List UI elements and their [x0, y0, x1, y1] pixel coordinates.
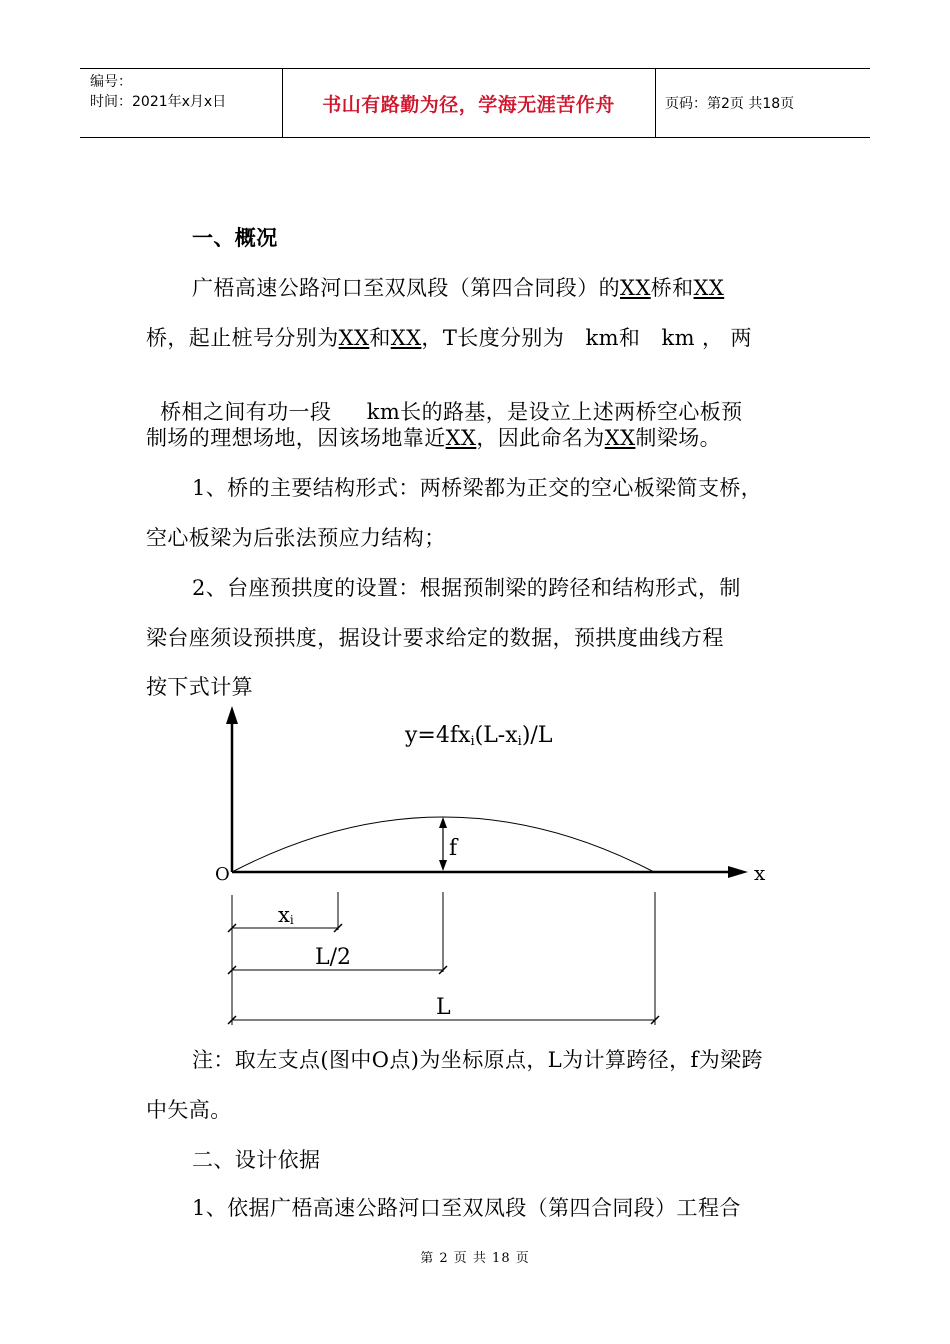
- item1-line2: 空心板梁为后张法预应力结构；: [146, 526, 446, 550]
- para1-line1: 广梧高速公路河口至双凤段（第四合同段）的XX桥和XX: [192, 276, 725, 300]
- note-line2: 中矢高。: [146, 1098, 232, 1122]
- item2-line3: 按下式计算: [146, 675, 253, 699]
- para1-line2: 桥，起止桩号分别为XX和XX，T长度分别为 km和 km ， 两: [146, 326, 752, 350]
- item2-line2: 梁台座须设预拱度，据设计要求给定的数据，预拱度曲线方程: [146, 626, 724, 650]
- para1-line3: 桥相之间有功一段 km长的路基，是设立上述两桥空心板预: [160, 400, 743, 424]
- motto-text: 书山有路勤为径，学海无涯苦作舟: [322, 93, 615, 116]
- note-line1: 注：取左支点(图中O点)为坐标原点，L为计算跨径，f为梁跨: [192, 1048, 763, 1072]
- section2-item1-line1: 1、依据广梧高速公路河口至双凤段（第四合同段）工程合: [192, 1196, 741, 1220]
- header-page-cell: [655, 69, 870, 137]
- x-axis-label: x: [754, 861, 766, 885]
- half-span-label: L/2: [315, 945, 352, 970]
- section2-title: 二、设计依据: [192, 1148, 321, 1172]
- equation: y=4fxi(L-xi)/L: [405, 723, 553, 749]
- section1-title: 一、概况: [192, 226, 278, 250]
- camber-diagram: [0, 700, 950, 1040]
- sag-label: f: [449, 836, 458, 861]
- sag-arrow-top: [439, 817, 447, 828]
- header-motto-cell: [282, 69, 656, 137]
- span-label: L: [436, 995, 451, 1020]
- x-axis-arrow: [728, 866, 748, 878]
- para1-line4: 制场的理想场地，因该场地靠近XX，因此命名为XX制梁场。: [146, 426, 722, 450]
- sag-arrow-bottom: [439, 860, 447, 871]
- date-label: 时间：2021年x月x日: [90, 94, 227, 110]
- y-axis-arrow: [226, 706, 238, 724]
- page-info: 页码：第2页 共18页: [665, 96, 795, 112]
- document-header: [80, 68, 870, 138]
- item1-line1: 1、桥的主要结构形式：两桥梁都为正交的空心板梁简支桥，: [192, 476, 763, 500]
- xi-label: xi: [278, 903, 294, 927]
- header-left-cell: [80, 69, 283, 137]
- page-footer: 第 2 页 共 18 页: [420, 1251, 530, 1266]
- number-label: 编号：: [90, 74, 132, 90]
- origin-label: O: [215, 864, 230, 885]
- item2-line1: 2、台座预拱度的设置：根据预制梁的跨径和结构形式，制: [192, 576, 741, 600]
